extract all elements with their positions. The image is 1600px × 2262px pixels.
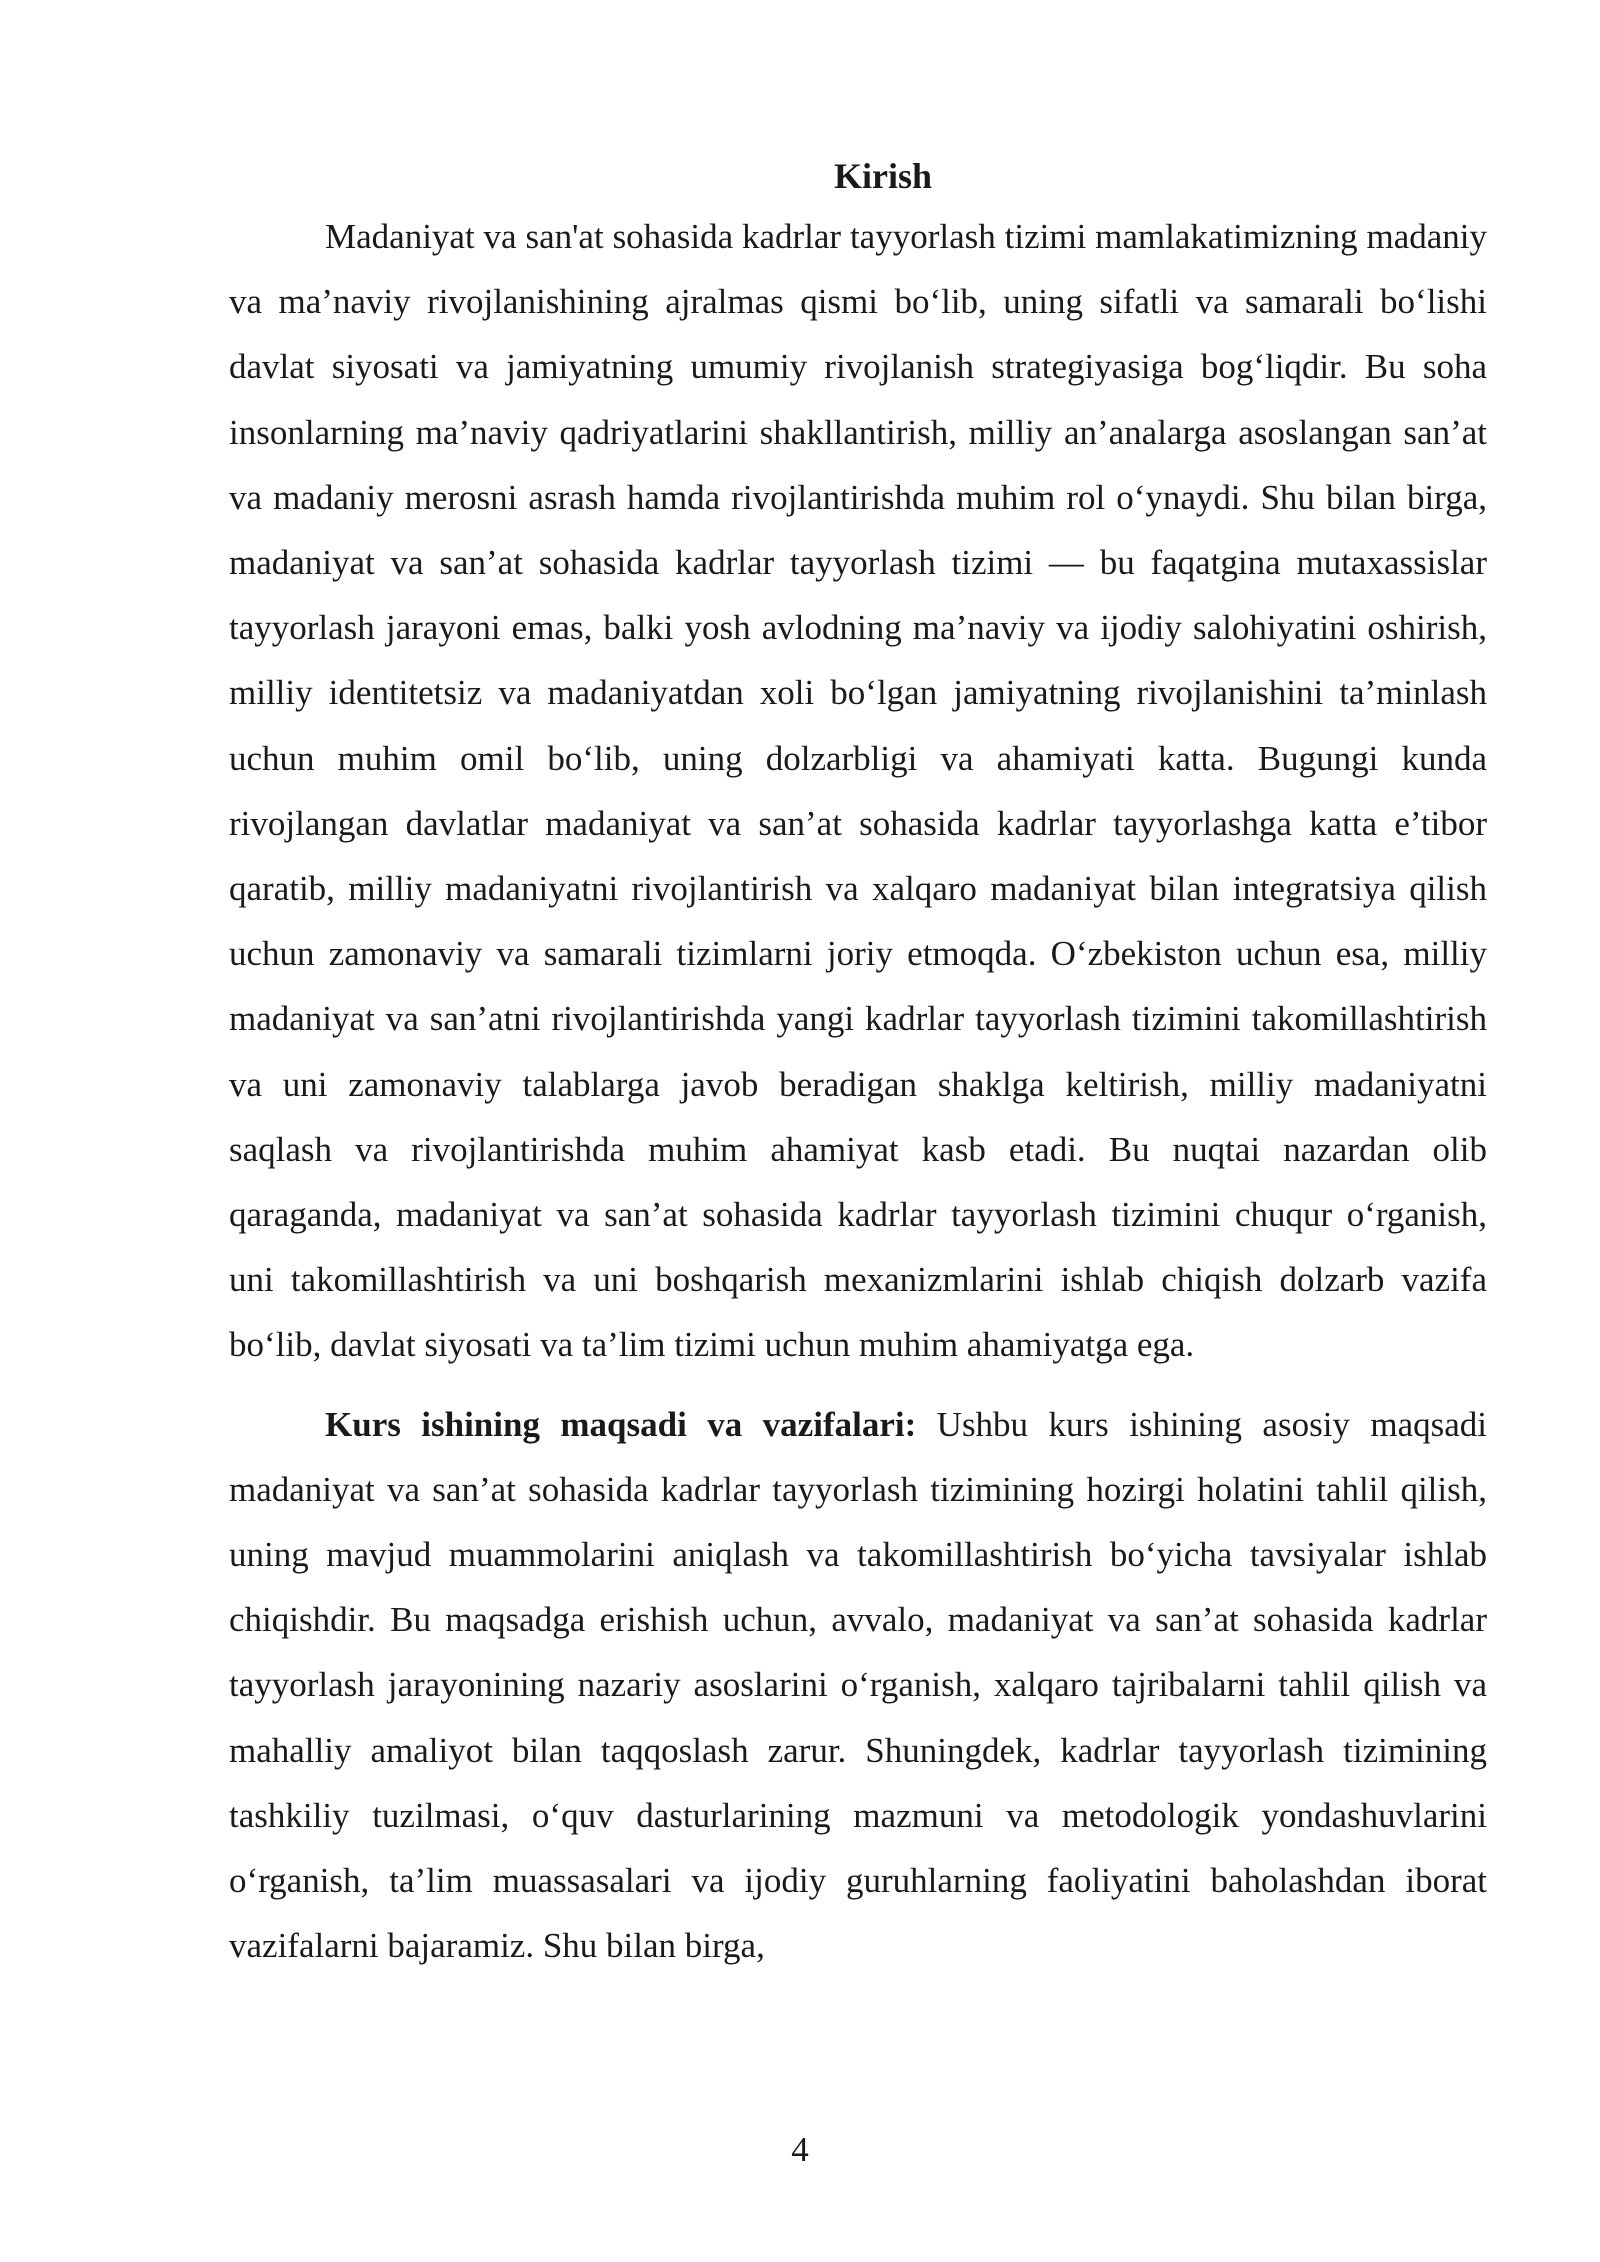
page-number: 4	[791, 2130, 809, 2169]
paragraph-text: Ushbu kurs ishining asosiy maqsadi madaniyat va san’at sohasida kadrlar tayyorlash tizimining hozirgi holatini tahlil qilish, uning mavjud muammolarini aniqlash va takomillashtirish bo‘yicha tavsiyalar ishlab chiqishdir. Bu maqsadga erishish uchun, avvalo, madaniyat va san’at sohasida kadrlar tayyorlash jarayonining nazariy asoslarini o‘rganish, xalqaro tajribalarni tahlil qilish va mahalliy amaliyot bilan taqqoslash zarur. Shuningdek, kadrlar tayyorlash tizimining tashkiliy tuzilmasi, o‘quv dasturlarining mazmuni va metodologik yondashuvlarini o‘rganish, ta’lim muassasalari va ijodiy guruhlarning faoliyatini baholashdan iborat vazifalarni bajaramiz. Shu bilan birga,	[229, 1404, 1487, 1966]
paragraph-text: Madaniyat va san'at sohasida kadrlar tayyorlash tizimi mamlakatimizning madaniy va ma’naviy rivojlanishining ajralmas qismi bo‘lib, uning sifatli va samarali bo‘lishi davlat siyosati va jamiyatning umumiy rivojlanish strategiyasiga bog‘liqdir. Bu soha insonlarning ma’naviy qadriyatlarini shakllantirish, milliy an’analarga asoslangan san’at va madaniy merosni asrash hamda rivojlantirishda muhim rol o‘ynaydi. Shu bilan birga, madaniyat va san’at sohasida kadrlar tayyorlash tizimi — bu faqatgina mutaxassislar tayyorlash jarayoni emas, balki yosh avlodning ma’naviy va ijodiy salohiyatini oshirish, milliy identitetsiz va madaniyatdan xoli bo‘lgan jamiyatning rivojlanishini ta’minlash uchun muhim omil bo‘lib, uning dolzarbligi va ahamiyati katta. Bugungi kunda rivojlangan davlatlar madaniyat va san’at sohasida kadrlar tayyorlashga katta e’tibor qaratib, milliy madaniyatni rivojlantirish va xalqaro madaniyat bilan integratsiya qilish uchun zamonaviy va samarali tizimlarni joriy etmoqda. O‘zbekiston uchun esa, milliy madaniyat va san’atni rivojlantirishda yangi kadrlar tayyorlash tizimini takomillashtirish va uni zamonaviy talablarga javob beradigan shaklga keltirish, milliy madaniyatni saqlash va rivojlantirishda muhim ahamiyat kasb etadi. Bu nuqtai nazardan olib qaraganda, madaniyat va san’at sohasida kadrlar tayyorlash tizimini chuqur o‘rganish, uni takomillashtirish va uni boshqarish mexanizmlarini ishlab chiqish dolzarb vazifa bo‘lib, davlat siyosati va ta’lim tizimi uchun muhim ahamiyatga ega.	[229, 217, 1487, 1365]
goals-paragraph	[229, 1392, 1487, 1979]
paragraph-lead: Kurs ishining maqsadi va vazifalari:	[325, 1404, 917, 1444]
section-heading: Kirish	[833, 156, 932, 196]
page-content	[229, 148, 1487, 1978]
intro-paragraph	[229, 204, 1487, 1378]
